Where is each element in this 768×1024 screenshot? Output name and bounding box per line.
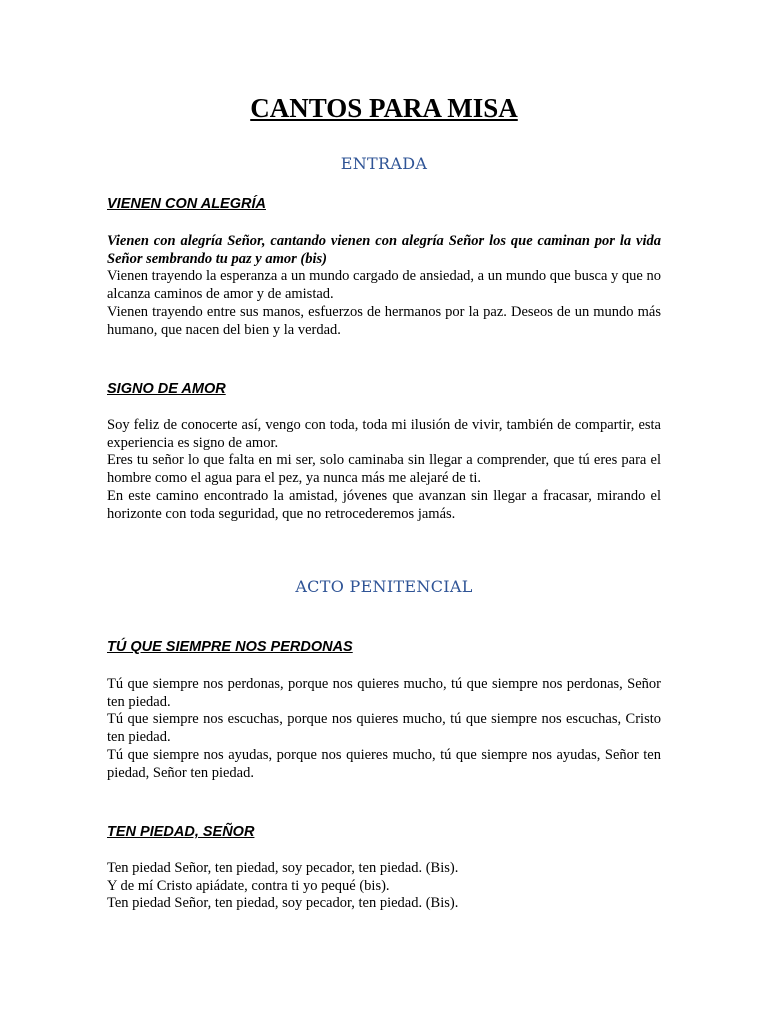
verse-text: Vienen trayendo entre sus manos, esfuerzos de hermanos por la paz. Deseos de un mundo más humano, que nacen del bien y la verdad. bbox=[107, 303, 661, 338]
verse-text: Tú que siempre nos escuchas, porque nos quieres mucho, tú que siempre nos escuchas, Cristo ten piedad. bbox=[107, 711, 661, 746]
song-lyrics-ten-piedad bbox=[107, 860, 661, 913]
song-lyrics-tu-que bbox=[107, 676, 661, 782]
verse-text: Vienen trayendo la esperanza a un mundo cargado de ansiedad, a un mundo que busca y que no alcanza caminos de amor y de amistad. bbox=[107, 268, 661, 303]
verse-text: Tú que siempre nos ayudas, porque nos quieres mucho, tú que siempre nos ayudas, Señor ten piedad, Señor ten piedad. bbox=[107, 746, 661, 781]
song-title-ten-piedad: TEN PIEDAD, SEÑOR bbox=[107, 824, 255, 840]
verse-text: Ten piedad Señor, ten piedad, soy pecador, ten piedad. (Bis). bbox=[107, 895, 459, 912]
chorus-text: Vienen con alegría Señor, cantando vienen con alegría Señor los que caminan por la vida Señor sembrando tu paz y amor (bis) bbox=[107, 233, 661, 267]
song-title-vienen: VIENEN CON ALEGRÍA bbox=[107, 196, 266, 212]
song-lyrics-signo bbox=[107, 417, 661, 523]
verse-text: En este camino encontrado la amistad, jóvenes que avanzan sin llegar a fracasar, mirando el horizonte con toda seguridad, que no retrocederemos jamás. bbox=[107, 487, 661, 522]
song-title-signo: SIGNO DE AMOR bbox=[107, 381, 226, 397]
document-title: CANTOS PARA MISA bbox=[250, 93, 518, 123]
verse-text: Ten piedad Señor, ten piedad, soy pecador, ten piedad. (Bis). bbox=[107, 860, 459, 876]
verse-text: Eres tu señor lo que falta en mi ser, solo caminaba sin llegar a comprender, que tú eres para el hombre como el agua para el pez, ya nunca más me alejaré de ti. bbox=[107, 452, 661, 487]
song-lyrics-vienen bbox=[107, 233, 661, 339]
verse-text: Soy feliz de conocerte así, vengo con toda, toda mi ilusión de vivir, también de compartir, esta experiencia es signo de amor. bbox=[107, 417, 661, 451]
verse-text: Tú que siempre nos perdonas, porque nos quieres mucho, tú que siempre nos perdonas, Señor ten piedad. bbox=[107, 676, 661, 710]
song-title-tu-que: TÚ QUE SIEMPRE NOS PERDONAS bbox=[107, 639, 353, 655]
section-heading-entrada: ENTRADA bbox=[340, 154, 428, 173]
verse-text: Y de mí Cristo apiádate, contra ti yo pequé (bis). bbox=[107, 877, 390, 894]
section-heading-acto-penitencial: ACTO PENITENCIAL bbox=[295, 577, 473, 596]
